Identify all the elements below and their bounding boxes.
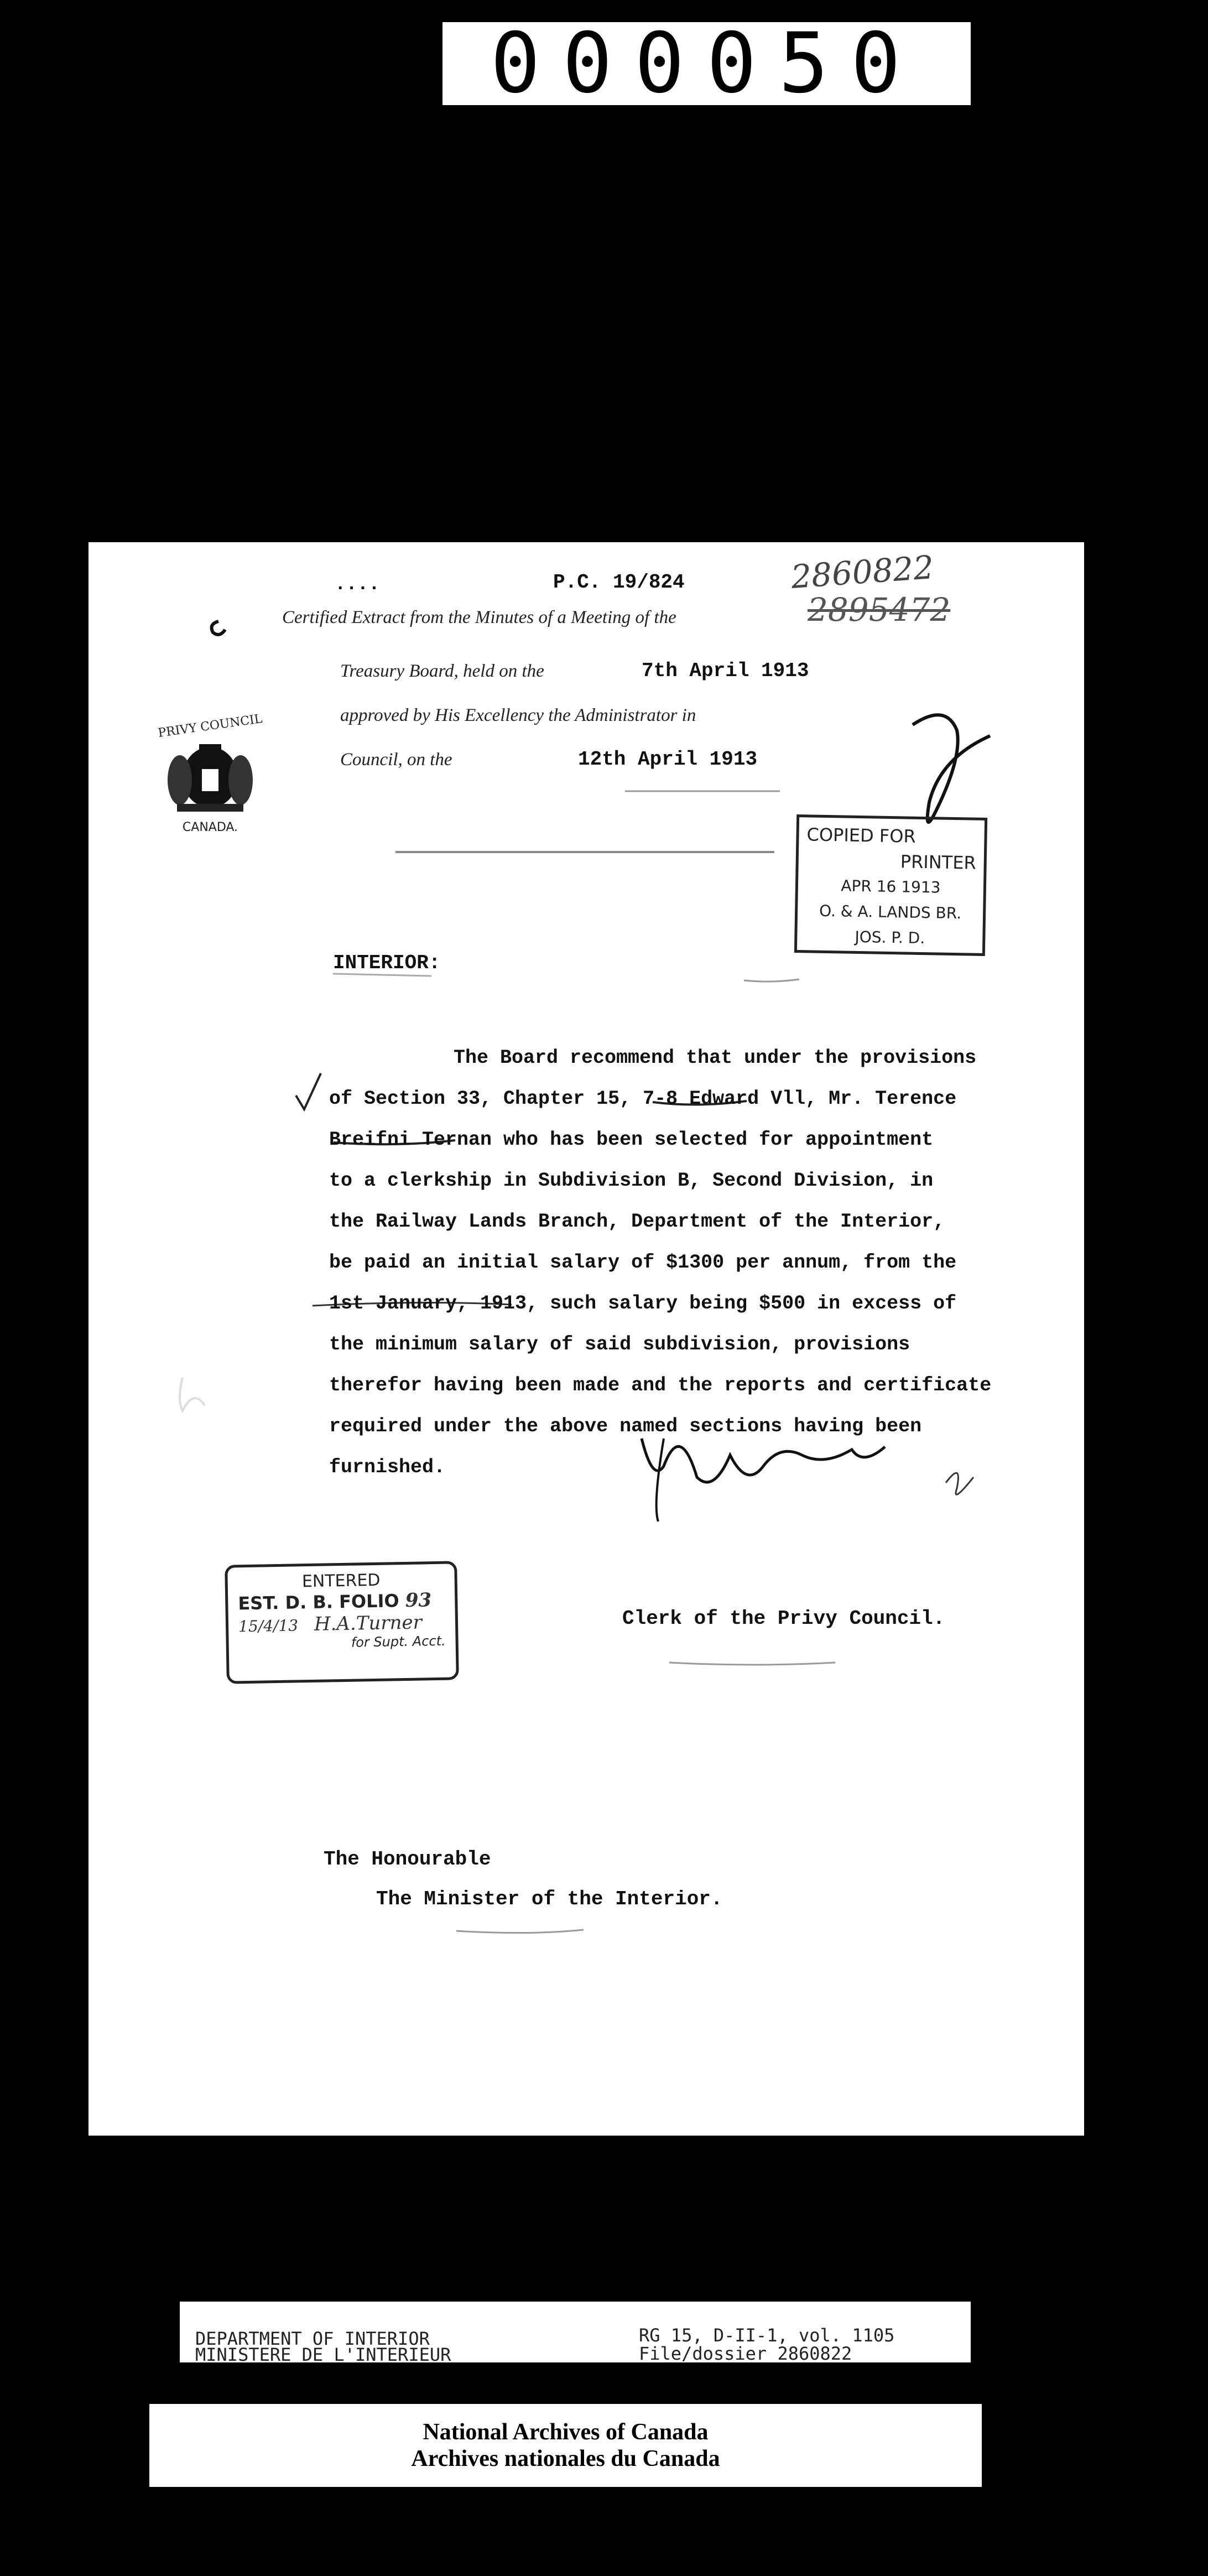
ref-line2: File/dossier 2860822 xyxy=(639,2343,852,2364)
ref-line1: RG 15, D-II-1, vol. 1105 xyxy=(639,2325,895,2346)
signature-title: Clerk of the Privy Council. xyxy=(622,1607,945,1630)
dept-fr: MINISTERE DE L'INTERIEUR xyxy=(195,2344,451,2365)
header-dots: .... xyxy=(335,574,380,595)
body-line: required under the above named sections having been xyxy=(329,1415,922,1437)
stamp-copied-line5: JOS. P. D. xyxy=(855,927,925,948)
addressee-line1: The Honourable xyxy=(324,1848,491,1871)
margin-annotations xyxy=(116,941,271,1438)
body-line: be paid an initial salary of $1300 per annum, from the xyxy=(329,1251,957,1274)
entered-stamp xyxy=(225,1561,459,1684)
archives-label xyxy=(149,2404,982,2487)
stamp-entered-line1: ENTERED xyxy=(301,1570,381,1592)
extract-heading-line1: Certified Extract from the Minutes of a Meeting of the xyxy=(282,607,676,627)
frame-number: 000050 xyxy=(442,22,971,105)
stamp-copied-line1: COPIED FOR xyxy=(806,824,917,847)
stamp-copied-line2: PRINTER xyxy=(900,851,977,874)
archives-fr: Archives nationales du Canada xyxy=(411,2446,720,2471)
council-date: 12th April 1913 xyxy=(578,748,758,771)
pc-number: P.C. 19/824 xyxy=(553,571,685,594)
addressee-line2: The Minister of the Interior. xyxy=(376,1888,723,1910)
seal-top-text: PRIVY COUNCIL xyxy=(157,711,263,741)
body-line: of Section 33, Chapter 15, 7-8 Edward Vll, Mr. Terence xyxy=(329,1088,957,1110)
extract-heading-line2: Treasury Board, held on the xyxy=(340,661,544,681)
dept-en: DEPARTMENT OF INTERIOR xyxy=(195,2328,430,2349)
stamp-entered-date: 15/4/13 xyxy=(238,1616,299,1636)
privy-council-seal xyxy=(147,711,274,858)
body-line: the minimum salary of said subdivision, provisions xyxy=(329,1333,910,1355)
extract-heading-line4: Council, on the xyxy=(340,750,452,770)
extract-heading-line3: approved by His Excellency the Administrator in xyxy=(340,705,696,725)
crest-icon xyxy=(147,733,274,816)
stamp-entered-signature: H.A.Turner xyxy=(314,1611,423,1635)
treasury-board-date: 7th April 1913 xyxy=(642,659,809,682)
resolution-body xyxy=(329,1037,1070,1488)
stamp-entered-folio-label: EST. D. B. FOLIO xyxy=(238,1590,399,1614)
file-number-struck: 2895472 xyxy=(808,591,951,629)
section-heading: INTERIOR: xyxy=(333,952,441,974)
stamp-entered-line4: for Supt. Acct. xyxy=(351,1633,446,1650)
body-line: furnished. xyxy=(329,1456,446,1478)
body-line: therefor having been made and the reports and certificate xyxy=(329,1374,992,1396)
body-line: 1st January, 1913, such salary being $500 in excess of xyxy=(329,1292,957,1315)
file-number-handwritten: 2860822 xyxy=(789,548,935,596)
copied-for-printer-stamp xyxy=(794,814,987,956)
stamp-copied-line4: O. & A. LANDS BR. xyxy=(819,901,962,923)
body-line: Breifni Ternan who has been selected for appointment xyxy=(329,1129,934,1151)
body-line: the Railway Lands Branch, Department of the Interior, xyxy=(329,1211,945,1233)
stamp-entered-folio-value: 93 xyxy=(405,1589,432,1612)
body-line: The Board recommend that under the provisions xyxy=(454,1047,977,1069)
body-line: to a clerkship in Subdivision B, Second Division, in xyxy=(329,1170,934,1192)
archives-en: National Archives of Canada xyxy=(423,2419,709,2445)
archive-reference-strip xyxy=(180,2302,971,2365)
seal-bottom-text: CANADA. xyxy=(182,820,238,834)
stamp-copied-date: APR 16 1913 xyxy=(841,876,941,897)
